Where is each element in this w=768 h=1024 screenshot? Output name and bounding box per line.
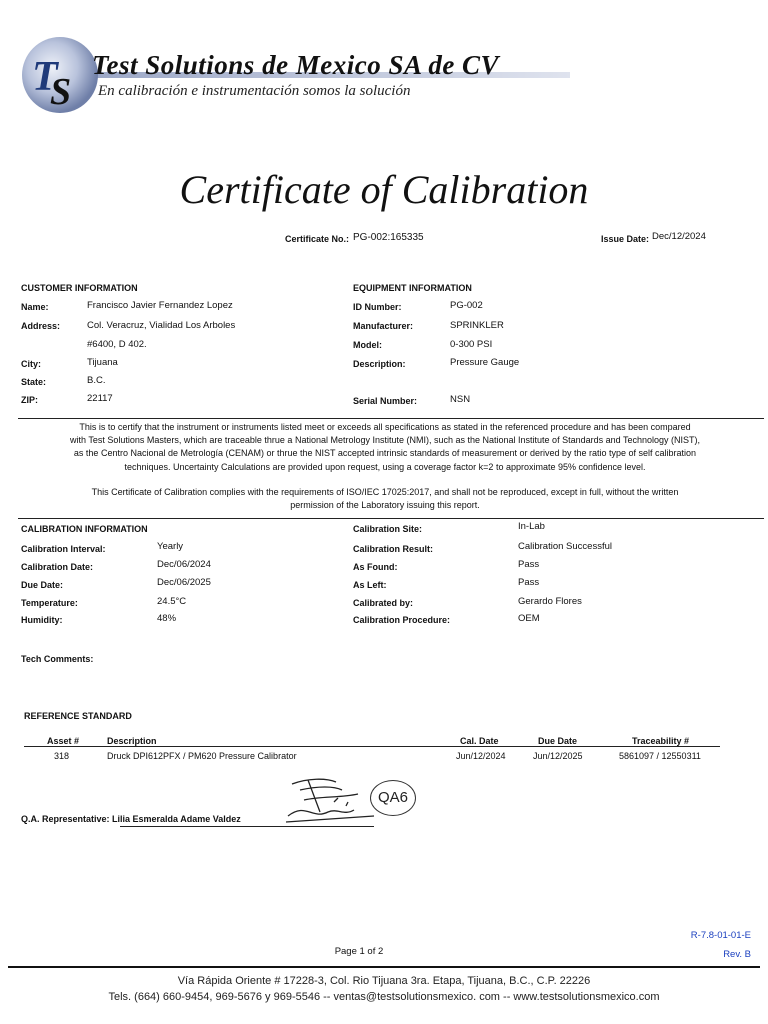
as-left-value: Pass: [518, 577, 540, 588]
equipment-id-value: PG-002: [450, 300, 483, 311]
row-asset: 318: [54, 751, 70, 761]
tech-comments-label: Tech Comments:: [21, 654, 94, 664]
calibrated-by-value: Gerardo Flores: [518, 596, 582, 607]
temperature-value: 24.5°C: [157, 596, 187, 607]
calibration-interval-value: Yearly: [157, 541, 184, 552]
customer-city-label: City:: [21, 359, 41, 369]
footer-contact: Tels. (664) 660-9454, 969-5676 y 969-5546 -- ventas@testsolutionsmexico. com -- www.testsolutionsmexico.com: [108, 991, 660, 1003]
svg-text:S: S: [50, 71, 72, 113]
footer-rule: [8, 966, 760, 968]
certificate-no-label: Certificate No.:: [285, 234, 350, 244]
customer-address-label: Address:: [21, 321, 61, 331]
customer-address-line2: #6400, D 402.: [87, 339, 147, 350]
equipment-manufacturer-value: SPRINKLER: [450, 320, 504, 331]
col-description-header: Description: [107, 736, 157, 746]
customer-name-value: Francisco Javier Fernandez Lopez: [87, 300, 233, 311]
svg-text:T: T: [32, 54, 58, 100]
certificate-no-value: PG-002:165335: [353, 232, 424, 243]
calibration-date-label: Calibration Date:: [21, 562, 94, 572]
qa-stamp: QA6: [370, 780, 416, 816]
customer-heading: CUSTOMER INFORMATION: [21, 283, 138, 293]
col-asset-header: Asset #: [47, 736, 80, 746]
customer-address-line1: Col. Veracruz, Vialidad Los Arboles: [87, 320, 236, 331]
calibration-site-label: Calibration Site:: [353, 524, 423, 534]
col-due-date-header: Due Date: [538, 736, 578, 746]
equipment-serial-value: NSN: [450, 394, 471, 405]
calibration-procedure-label: Calibration Procedure:: [353, 615, 451, 625]
calibration-date-value: Dec/06/2024: [157, 559, 211, 570]
row-due-date: Jun/12/2025: [533, 751, 583, 761]
customer-name-label: Name:: [21, 302, 49, 312]
as-found-value: Pass: [518, 559, 540, 570]
row-cal-date: Jun/12/2024: [456, 751, 506, 761]
calibration-result-label: Calibration Result:: [353, 544, 434, 554]
compliance-statement: [30, 486, 740, 512]
form-code: R-7.8-01-01-E: [690, 930, 751, 941]
equipment-model-label: Model:: [353, 340, 382, 350]
customer-city-value: Tijuana: [87, 357, 118, 368]
equipment-description-value: Pressure Gauge: [450, 357, 520, 368]
table-header-rule: [24, 746, 720, 747]
as-left-label: As Left:: [353, 580, 387, 590]
statement-line: techniques. Uncertainty Calculations are provided upon request, using a coverage factor k=2 to approximate 95% confidence level.: [124, 461, 646, 472]
row-traceability: 5861097 / 12550311: [619, 751, 701, 761]
qa-name: Lilia Esmeralda Adame Valdez: [112, 814, 241, 824]
calibration-site-value: In-Lab: [518, 521, 545, 532]
calibration-result-value: Calibration Successful: [518, 541, 612, 552]
humidity-label: Humidity:: [21, 615, 63, 625]
equipment-manufacturer-label: Manufacturer:: [353, 321, 414, 331]
equipment-description-label: Description:: [353, 359, 406, 369]
certification-statement: [30, 421, 740, 474]
compliance-line: This Certificate of Calibration complies with the requirements of ISO/IEC 17025:2017, and shall not be reproduced, except in full, without the written: [91, 487, 679, 497]
temperature-label: Temperature:: [21, 598, 78, 608]
statement-line: as the Centro Nacional de Metrología (CENAM) or thrue the NIST accepted intrinsic standards of measurement or derived by the ratio type of self calibration: [73, 448, 697, 459]
equipment-heading: EQUIPMENT INFORMATION: [353, 283, 472, 293]
company-name: Test Solutions de Mexico SA de CV: [92, 50, 500, 80]
qa-label: Q.A. Representative:: [21, 814, 110, 824]
humidity-value: 48%: [157, 613, 177, 624]
row-description: Druck DPI612PFX / PM620 Pressure Calibrator: [107, 751, 297, 761]
statement-line: This is to certify that the instrument or instruments listed meet or exceeds all specifications as stated in the referenced procedure and has been compared: [79, 422, 691, 432]
calibration-heading: CALIBRATION INFORMATION: [21, 524, 148, 534]
equipment-id-label: ID Number:: [353, 302, 402, 312]
section-divider: [18, 518, 764, 519]
due-date-label: Due Date:: [21, 580, 64, 590]
page-number: Page 1 of 2: [334, 946, 384, 957]
customer-zip-value: 22117: [87, 393, 113, 404]
customer-state-label: State:: [21, 377, 47, 387]
document-title: Certificate of Calibration: [179, 167, 589, 212]
signature-icon: [278, 772, 378, 828]
issue-date-label: Issue Date:: [601, 234, 650, 244]
customer-state-value: B.C.: [87, 375, 106, 386]
col-traceability-header: Traceability #: [632, 736, 690, 746]
footer-address: Vía Rápida Oriente # 17228-3, Col. Rio Tijuana 3ra. Etapa, Tijuana, B.C., C.P. 22226: [177, 975, 591, 987]
equipment-model-value: 0-300 PSI: [450, 339, 493, 350]
compliance-line: permission of the Laboratory issuing this report.: [290, 500, 480, 511]
issue-date-value: Dec/12/2024: [652, 231, 706, 242]
equipment-serial-label: Serial Number:: [353, 396, 418, 406]
due-date-value: Dec/06/2025: [157, 577, 211, 588]
revision: Rev. B: [723, 949, 751, 960]
statement-line: with Test Solutions Masters, which are traceable thrue a National Metrology Institute (NMI), such as the National Institute of Standards and Technology (NIST),: [70, 435, 700, 446]
calibration-interval-label: Calibration Interval:: [21, 544, 106, 554]
col-cal-date-header: Cal. Date: [460, 736, 499, 746]
company-tagline: En calibración e instrumentación somos la solución: [98, 83, 411, 99]
as-found-label: As Found:: [353, 562, 398, 572]
customer-zip-label: ZIP:: [21, 395, 38, 405]
reference-heading: REFERENCE STANDARD: [24, 711, 132, 721]
calibration-procedure-value: OEM: [518, 613, 540, 624]
calibrated-by-label: Calibrated by:: [353, 598, 414, 608]
section-divider: [18, 418, 764, 419]
